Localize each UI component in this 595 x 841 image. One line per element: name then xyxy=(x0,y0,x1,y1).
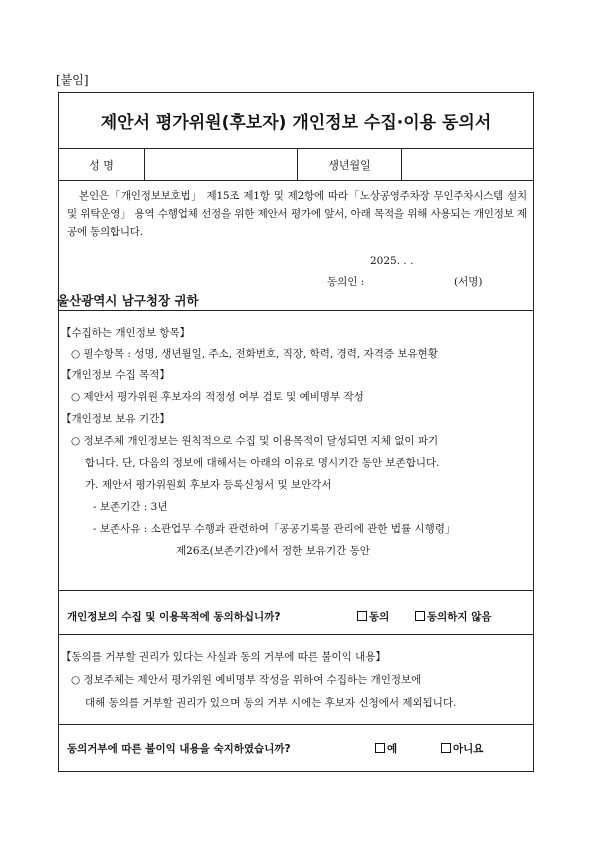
disagree-checkbox[interactable] xyxy=(415,611,425,621)
refusal-line-1: ○ 정보주체는 제안서 평가위원 예비명부 작성을 위하여 수집하는 개인정보에 xyxy=(71,674,422,686)
disagree-label: 동의하지 않음 xyxy=(427,611,492,623)
no-label: 아니요 xyxy=(453,743,484,755)
consent-question-text: 개인정보의 수집 및 이용목적에 동의하십니까? xyxy=(67,611,281,623)
yes-option[interactable] xyxy=(375,741,397,756)
consent-text: 본인은「개인정보보호법」 제15조 제1항 및 제2항에 따라「노상공영주차장 무인주차시스템 설치 및 위탁운영」 용역 수행업체 선정을 위한 제안서 평가에 앞서, 아래 목적을 위해 사용되는 개인정보 제공에 동의합니다. xyxy=(67,190,527,238)
refusal-header: 【동의를 거부할 권리가 있다는 사실과 동의 거부에 따른 불이익 내용】 xyxy=(61,651,386,663)
purpose-text: ○ 제안서 평가위원 후보자의 적정성 여부 검토 및 예비명부 작성 xyxy=(71,391,364,403)
items-text: ○ 필수항목 : 성명, 생년월일, 주소, 전화번호, 직장, 학력, 경력, 자격증 보유현황 xyxy=(71,348,438,360)
acknowledge-question-text: 동의거부에 따른 불이익 내용을 숙지하였습니까? xyxy=(67,743,291,755)
retention-header: 【개인정보 보유 기간】 xyxy=(61,413,170,425)
refusal-notice xyxy=(59,635,533,725)
sign-label: (서명) xyxy=(454,276,483,288)
refusal-line-2: 대해 동의를 거부할 권리가 있으며 동의 거부 시에는 후보자 신청에서 제외됩니다. xyxy=(85,697,457,709)
retention-period: - 보존기간 : 3년 xyxy=(93,501,168,513)
retention-reason-1: - 보존사유 : 소관업무 수행과 관련하여「공공기록물 관리에 관한 법률 시행령」 xyxy=(93,523,456,535)
no-option[interactable] xyxy=(441,741,483,756)
birth-field[interactable] xyxy=(402,149,534,180)
addressee: 울산광역시 남구청장 귀하 xyxy=(57,293,199,308)
disagree-option[interactable] xyxy=(415,609,492,624)
birth-label: 생년월일 xyxy=(328,158,371,172)
yes-label: 예 xyxy=(387,743,398,755)
items-header: 【수집하는 개인정보 항목】 xyxy=(61,327,191,339)
agree-label: 동의 xyxy=(369,611,390,623)
name-field[interactable] xyxy=(145,149,297,180)
attachment-label: [붙임] xyxy=(56,73,89,87)
collection-info xyxy=(59,311,533,591)
acknowledge-question xyxy=(59,725,533,771)
retention-reason-2: 제26조(보존기간)에서 정한 보유기간 동안 xyxy=(176,545,370,557)
no-checkbox[interactable] xyxy=(441,743,451,753)
consent-question xyxy=(59,591,533,635)
agree-checkbox[interactable] xyxy=(357,611,367,621)
retention-line-2: 합니다. 단, 다음의 정보에 대해서는 아래의 이유로 명시기간 동안 보존합니다. xyxy=(85,457,440,469)
purpose-header: 【개인정보 수집 목적】 xyxy=(61,369,170,381)
form-title: 제안서 평가위원(후보자) 개인정보 수집·이용 동의서 xyxy=(59,93,533,149)
retention-line-1: ○ 정보주체 개인정보는 원칙적으로 수집 및 이용목적이 달성되면 지체 없이 파기 xyxy=(71,435,439,447)
applicant-info-row xyxy=(59,149,533,181)
yes-checkbox[interactable] xyxy=(375,743,385,753)
agree-option[interactable] xyxy=(357,609,389,624)
consent-date: 2025. . . xyxy=(370,255,414,267)
consent-form xyxy=(58,92,534,772)
signer-label: 동의인 : xyxy=(327,276,365,288)
name-label: 성 명 xyxy=(89,158,114,172)
retention-sub: 가. 제안서 평가위원회 후보자 등록신청서 및 보안각서 xyxy=(85,479,332,491)
consent-statement xyxy=(59,181,533,311)
